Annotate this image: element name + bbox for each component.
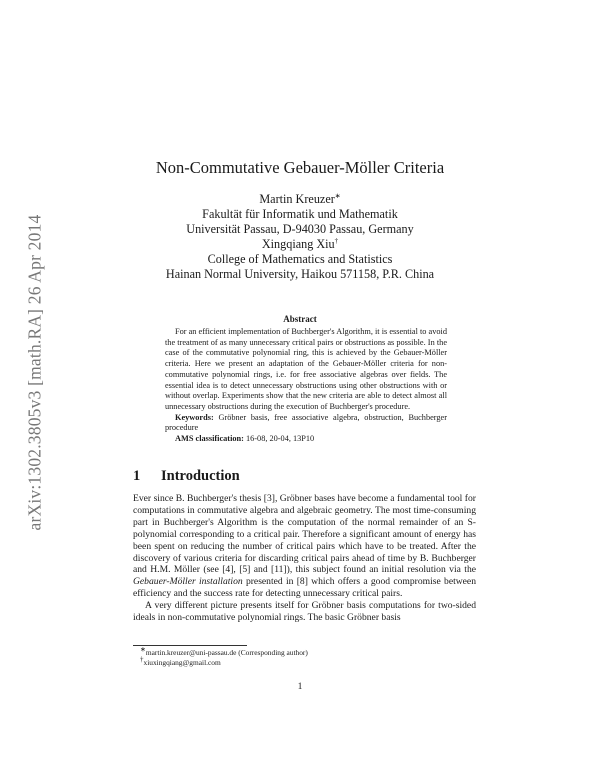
footnote-1-text: martin.kreuzer@uni-passau.de (Corresponding author) xyxy=(145,648,308,657)
author-1-footnote-mark: ∗ xyxy=(334,191,341,200)
abstract xyxy=(165,327,447,445)
section-title: Introduction xyxy=(161,468,240,484)
author-2-affiliation-line-2: Hainan Normal University, Haikou 571158, P.R. China xyxy=(165,267,435,282)
footnote-2-mark: † xyxy=(140,655,144,664)
author-block xyxy=(0,192,600,283)
introduction-body xyxy=(133,493,476,624)
author-2-name: Xingqiang Xiu xyxy=(261,237,335,252)
author-1 xyxy=(0,192,600,207)
arxiv-identifier: arXiv:1302.3805v3 [math.RA] 26 Apr 2014 xyxy=(24,214,45,530)
keywords-text: Gröbner basis, free associative algebra, obstruction, Buchberger procedure xyxy=(165,412,447,433)
abstract-text: For an efficient implementation of Buchberger's Algorithm, it is essential to avoid the treatment of as many unnecessary critical pairs or obstructions as possible. In the case of the commutative polynomial ring, this is achieved by the Gebauer-Möller criteria. Here we present an adaptation of the Gebauer-Möller criteria for non-commutative polynomial rings, i.e. for free associative algebras over fields. The essential idea is to detect unnecessary obstructions using other obstructions with or without overlap. Experiments show that the new criteria are able to detect almost all unnecessary obstructions during the execution of Buchberger's procedure. xyxy=(165,327,447,411)
author-2-footnote-mark: † xyxy=(334,237,339,246)
footnote-1-mark: ∗ xyxy=(140,645,146,654)
intro-paragraph-2: A very different picture presents itself for Gröbner basis computations for two-sided ideals in non-commutative polynomial rings. The basic Gröbner basis xyxy=(133,600,476,624)
footnote-rule xyxy=(133,645,247,646)
keywords xyxy=(165,413,447,434)
ams-label: AMS classification: xyxy=(175,434,244,444)
author-1-affiliation-line-2: Universität Passau, D-94030 Passau, Germany xyxy=(186,222,414,237)
author-2-affiliation-line-1: College of Mathematics and Statistics xyxy=(207,252,393,267)
keywords-label: Keywords: xyxy=(175,412,214,422)
intro-paragraph-1-text: Ever since B. Buchberger's thesis [3], Gröbner bases have become a fundamental tool for computations in commutative algebra and algebraic geometry. The most time-consuming part in Buchberger's Algorithm is the computation of the normal remainder of an S-polynomial corresponding to a critical pair. Therefore a significant amount of energy has been spent on reducing the number of critical pairs which have to be treated. After the discovery of various criteria for discarding critical pairs ahead of time by B. Buchberger and H.M. Möller (see [4], [5] and [11]), this subject found an initial resolution via the xyxy=(133,493,476,576)
section-number: 1 xyxy=(133,468,141,484)
footnotes xyxy=(140,645,308,667)
footnote-2-text: xiuxingqiang@gmail.com xyxy=(143,657,221,667)
footnote-1 xyxy=(140,645,308,658)
author-2 xyxy=(0,237,600,252)
intro-paragraph-1 xyxy=(133,493,476,600)
abstract-heading: Abstract xyxy=(283,314,317,324)
section-heading xyxy=(133,468,240,485)
intro-emphasis: Gebauer-Möller installation xyxy=(133,576,243,588)
author-1-affiliation-line-1: Fakultät für Informatik und Mathematik xyxy=(202,207,398,222)
ams-text: 16-08, 20-04, 13P10 xyxy=(245,434,315,444)
footnote-2 xyxy=(140,655,308,668)
author-1-name: Martin Kreuzer xyxy=(259,192,335,206)
intro-paragraph-1-end: presented in [8] which offers a good compromise between efficiency and the success rate for detecting unnecessary critical pairs. xyxy=(133,576,476,600)
page-number: 1 xyxy=(297,681,303,692)
ams-classification xyxy=(165,434,447,445)
paper-title: Non-Commutative Gebauer-Möller Criteria xyxy=(155,158,445,177)
